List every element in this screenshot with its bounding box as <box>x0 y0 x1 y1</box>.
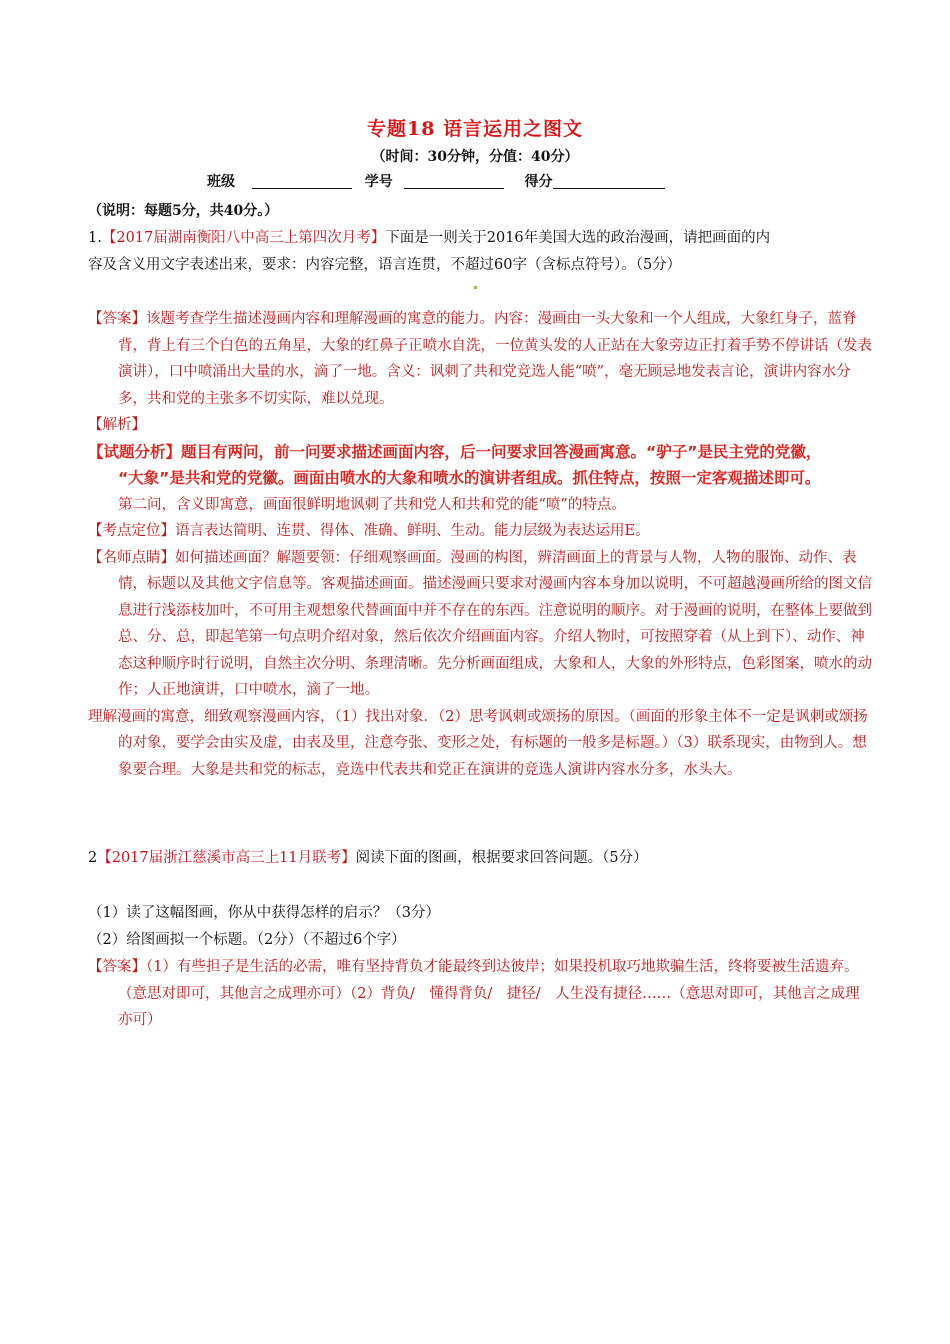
exam-time-score: （时间：30分钟，分值：40分） <box>371 149 579 165</box>
number-label: 学号 <box>364 174 393 190</box>
score-label: 得分 <box>524 174 553 190</box>
class-label: 班级 <box>207 174 235 190</box>
student-info-fields <box>207 171 665 191</box>
question-2 <box>88 845 872 872</box>
question-2-subquestions <box>88 900 872 953</box>
question-2-text: 阅读下面的图画，根据要求回答问题。（5分） <box>355 850 648 866</box>
question-2-sub2: （2）给图画拟一个标题。（2分）（不超过6个字） <box>88 931 406 948</box>
question-2-answer-section <box>88 954 872 1034</box>
question-1-text-line1: 下面是一则关于2016年美国大选的政治漫画，请把画面的内 <box>385 230 771 246</box>
class-blank <box>252 174 352 189</box>
analysis-handwritten-line2: “大象”是共和党的党徽。画面由喷水的大象和喷水的演讲者组成。抓住特点，按照一定客观描述即可。 <box>118 469 821 487</box>
question-1-number: 1. <box>88 230 102 246</box>
question-2-number: 2 <box>88 850 98 866</box>
analysis-label: 【解析】 <box>88 417 146 433</box>
question-2-sub1: （1）读了这幅图画，你从中获得怎样的启示？（3分） <box>88 905 440 921</box>
page-title: 专题18 语言运用之图文 <box>366 118 584 140</box>
instructions-note: （说明：每题5分，共40分。） <box>88 203 279 219</box>
question-2-answer: 【答案】（1）有些担子是生活的必需，唯有坚持背负才能最终到达彼岸；如果投机取巧地欺骗生活，终将要被生活遗弃。（意思对即可，其他言之成理亦可）（2）背负/ 懂得背负/ 捷径/ 人生没有捷径……（意思对即可，其他言之成理亦可） <box>88 959 860 1028</box>
question-1-source: 【2017届湖南衡阳八中高三上第四次月考】 <box>101 230 386 246</box>
analysis-handwritten-line1: 【试题分析】题目有两问，前一问要求描述画面内容，后一问要求回答漫画寓意。“驴子”是民主党的党徽， <box>88 442 822 461</box>
question-2-source: 【2017届浙江慈溪市高三上11月联考】 <box>97 850 356 866</box>
question-1-answer-section <box>88 306 872 783</box>
question-1-answer: 【答案】该题考查学生描述漫画内容和理解漫画的寓意的能力。内容：漫画由一头大象和一个人组成，大象红身子，蓝脊背，背上有三个白色的五角星，大象的红鼻子正喷水自洗，一位黄头发的人正站在大象旁边正打着手势不停讲话（发表演讲），口中喷涌出大量的水，滴了一地。含义：讽刺了共和党竞选人能“喷”，毫无顾忌地发表言论，演讲内容水分多，共和党的主张多不切实际，难以兑现。 <box>88 311 872 407</box>
question-1-text-line2: 容及含义用文字表述出来，要求：内容完整，语言连贯，不超过60字（含标点符号）。（5分） <box>88 256 682 273</box>
lijie-yuyi: 理解漫画的寓意，细致观察漫画内容，（1）找出对象．（2）思考讽刺或颂扬的原因。（画面的形象主体不一定是讽刺或颂扬的对象，要学会由实及虚，由表及里，注意夸张、变形之处，有标题的一般多是标题。）（3）联系现实，由物到人。想象要合理。大象是共和党的标志，竞选中代表共和党正在演讲的竞选人演讲内容水分多，水头大。 <box>88 708 868 778</box>
analysis-part-2: 第二问，含义即寓意，画面很鲜明地讽刺了共和党人和共和党的能“喷”的特点。 <box>118 496 626 513</box>
kaodian-dingwei: 【考点定位】语言表达简明、连贯、得体、准确、鲜明、生动。能力层级为表达运用E。 <box>88 523 650 539</box>
number-blank <box>404 174 504 189</box>
mingshi-dianjing: 【名师点睛】如何描述画面？解题要领：仔细观察画面。漫画的构图，辨清画面上的背景与人物，人物的服饰、动作、表情，标题以及其他文字信息等。客观描述画面。描述漫画只要求对漫画内容本身加以说明，不可超越漫画所给的图文信息进行浅添枝加叶，不可用主观想象代替画面中并不存在的东西。注意说明的顺序。对于漫画的说明，在整体上要做到总、分、总，即起笔第一句点明介绍对象，然后依次介绍画面内容。介绍人物时，可按照穿着（从上到下）、动作、神态这种顺序时行说明，自然主次分明、条理清晰。先分析画面组成，大象和人，大象的外形特点，色彩图案，喷水的动作；人正地演讲，口中喷水，滴了一地。 <box>88 549 872 698</box>
question-1 <box>88 225 872 278</box>
stray-mark <box>474 286 477 289</box>
score-blank <box>553 174 665 189</box>
